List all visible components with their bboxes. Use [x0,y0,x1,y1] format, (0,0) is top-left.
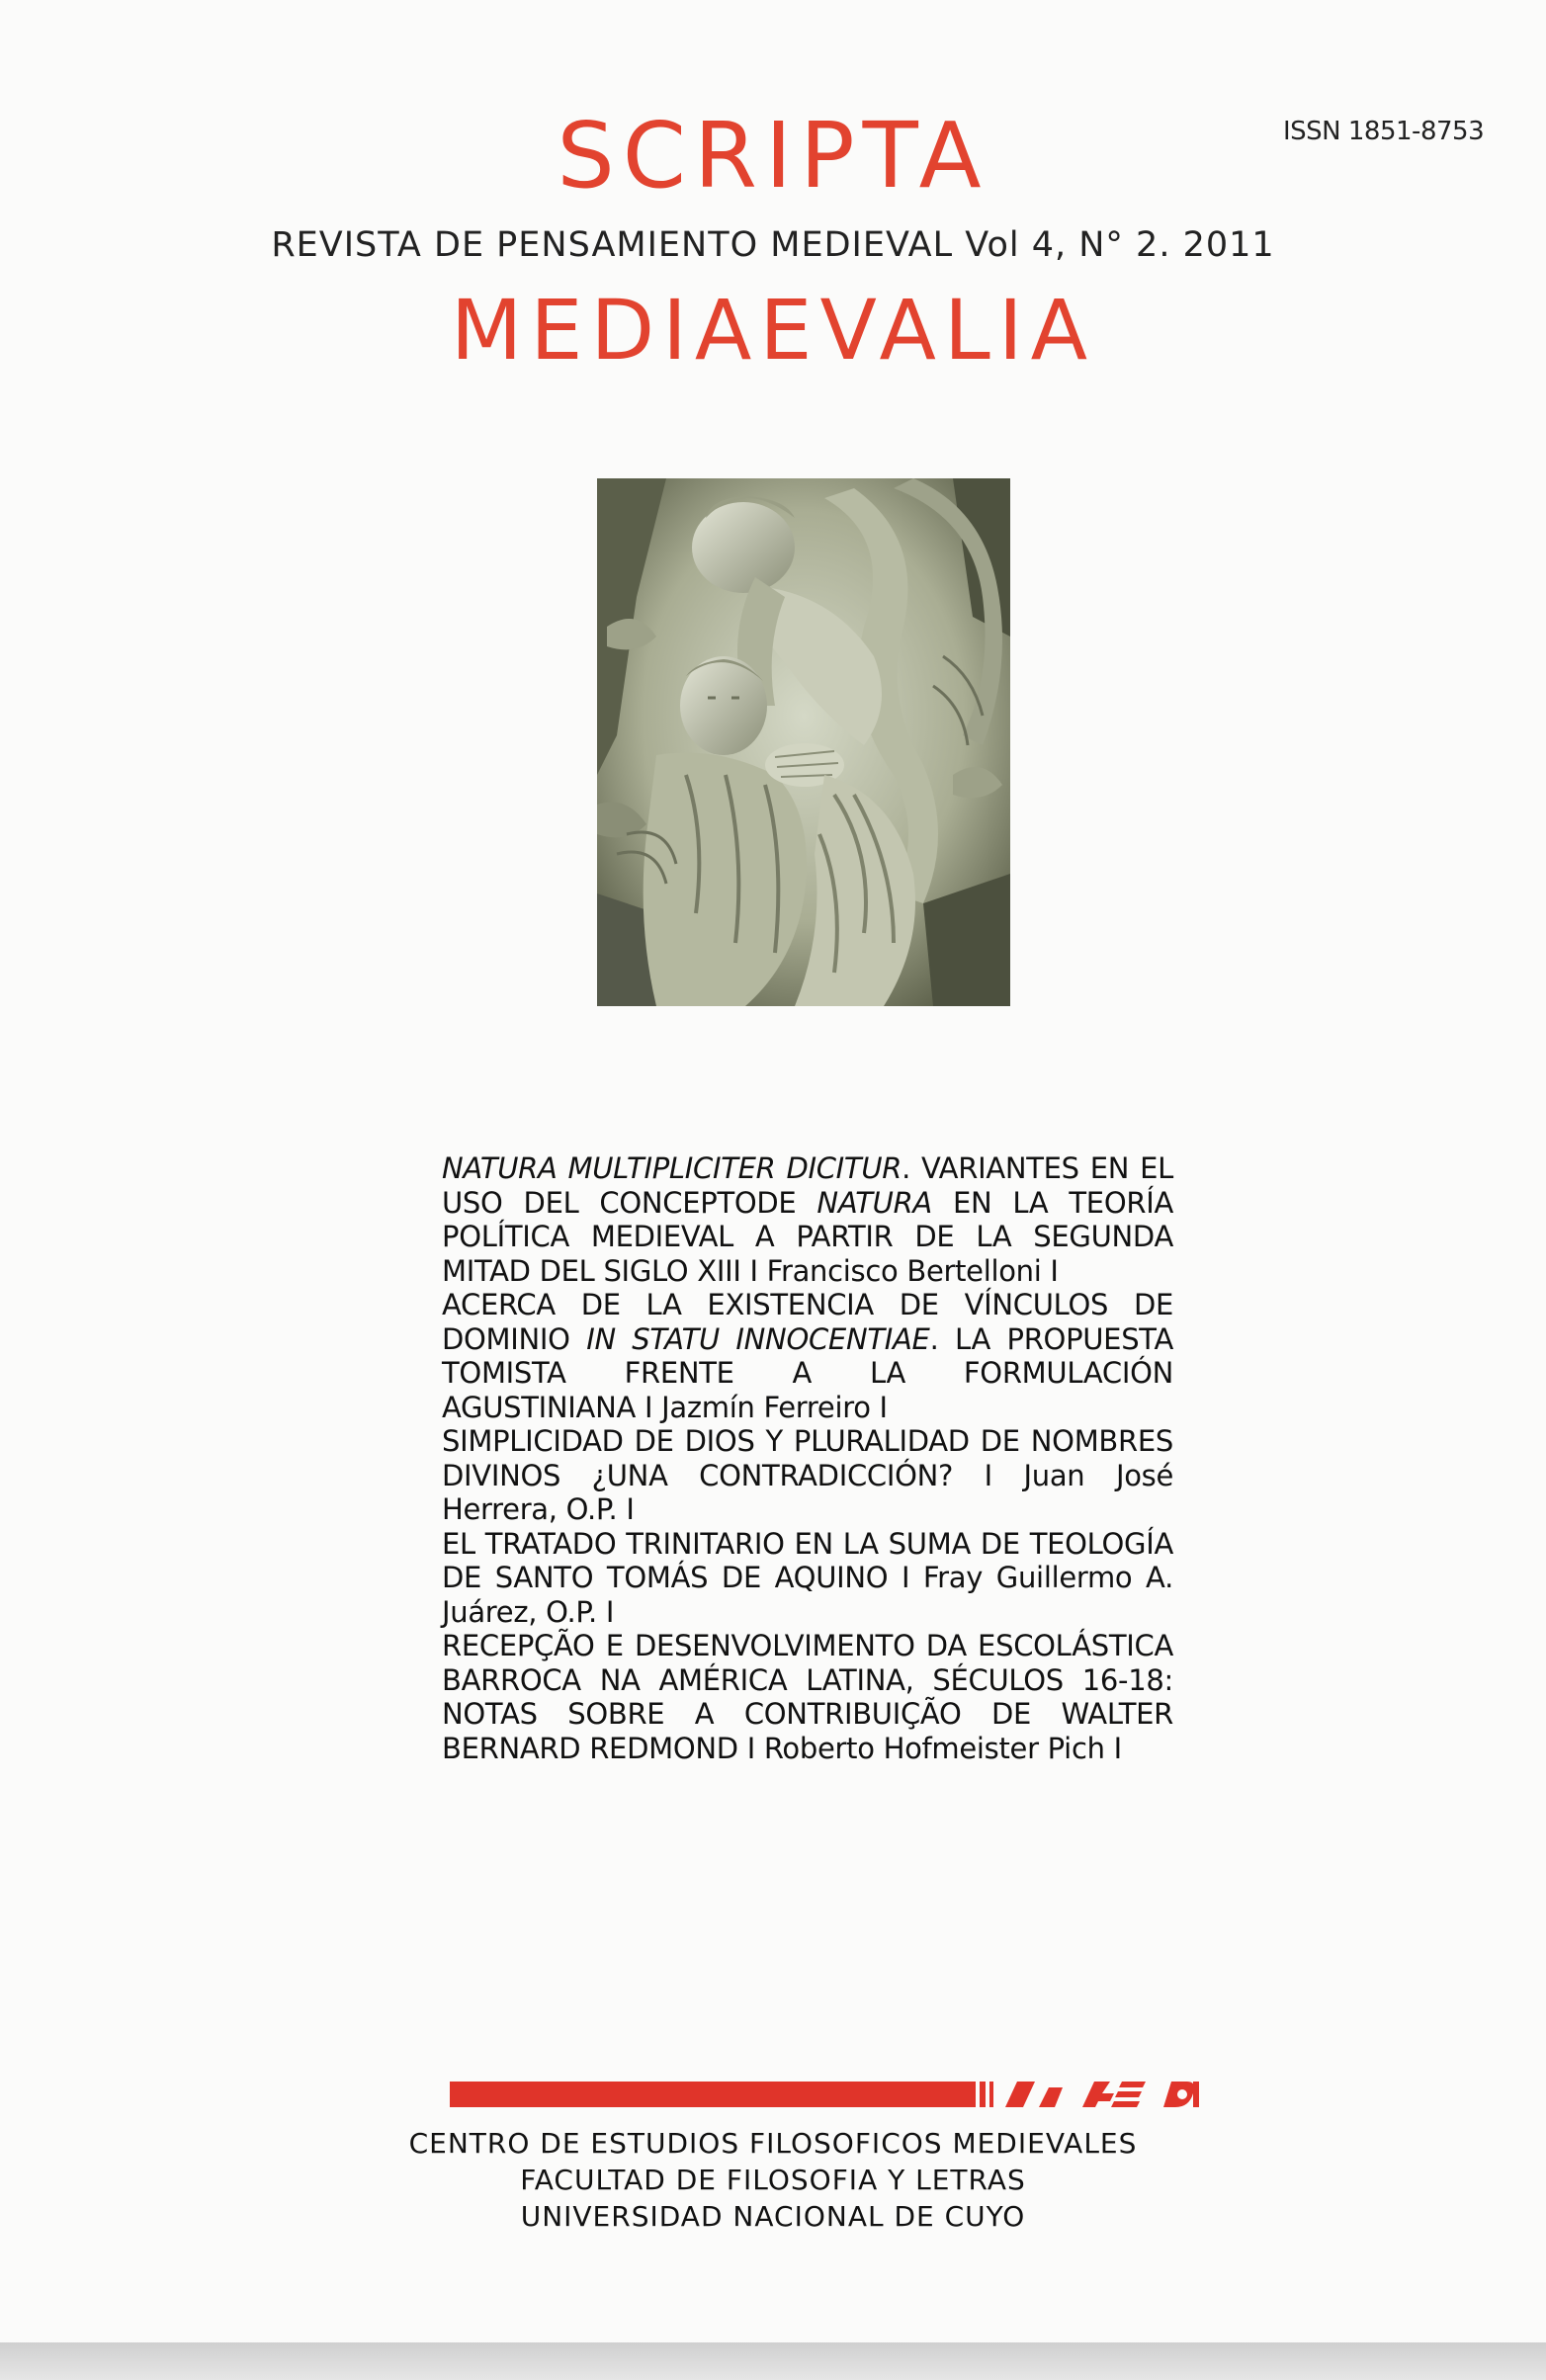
publisher-center: CENTRO DE ESTUDIOS FILOSOFICOS MEDIEVALES [408,2127,1138,2160]
journal-title: MEDIAEVALIA [450,282,1096,379]
article-title: SIMPLICIDAD DE DIOS Y PLURALIDAD DE NOMBRES DIVINOS ¿UNA CONTRADICCIÓN? [442,1424,1173,1492]
page-edge-shadow [0,2342,1546,2380]
article-title-italic: IN STATU INNOCENTIAE [586,1321,930,1356]
article-title-italic: NATURA [816,1185,932,1220]
article-entry-3 [442,1424,1173,1527]
series-title: SCRIPTA [557,103,989,209]
article-author: I Jazmín Ferreiro I [636,1390,888,1424]
article-title: EL TRATADO TRINITARIO EN LA SUMA DE TEOLOGÍA DE SANTO TOMÁS DE AQUINO [442,1526,1173,1594]
article-title: RECEPÇÃO E DESENVOLVIMENTO DA ESCOLÁSTICA BARROCA NA AMÉRICA LATINA, SÉCULOS 16-18: NOTAS SOBRE A CONTRIBUIÇÃO DE WALTER BERNARD REDMOND [442,1629,1173,1765]
article-author: I Fray Guillermo A. Juárez, O.P. I [442,1561,1173,1629]
journal-subtitle: REVISTA DE PENSAMIENTO MEDIEVAL Vol 4, N° 2. 2011 [271,225,1275,265]
article-title: . VARIANTES EN EL USO DEL CONCEPTODE [442,1151,1173,1220]
article-title-italic: NATURA MULTIPLICITER DICITUR [442,1151,902,1185]
table-of-contents [442,1151,1173,1765]
article-entry-1 [442,1151,1173,1288]
publisher-logo-bar [450,2074,1201,2113]
cover-illustration [597,478,1010,1006]
article-entry-2 [442,1288,1173,1424]
publisher-university: UNIVERSIDAD NACIONAL DE CUYO [520,2200,1026,2233]
article-title: . LA PROPUESTA TOMISTA FRENTE A LA FORMULACIÓN AGUSTINIANA [442,1321,1174,1424]
issn-number: ISSN 1851-8753 [1283,117,1485,146]
article-entry-5 [442,1629,1173,1765]
article-author: I Francisco Bertelloni I [740,1253,1059,1288]
article-title: EN LA TEORÍA POLÍTICA MEDIEVAL A PARTIR DE LA SEGUNDA MITAD DEL SIGLO XIII [442,1185,1173,1288]
publisher-faculty: FACULTAD DE FILOSOFIA Y LETRAS [520,2164,1026,2196]
article-title: ACERCA DE LA EXISTENCIA DE VÍNCULOS DE DOMINIO [442,1288,1173,1356]
article-author: I Roberto Hofmeister Pich I [737,1731,1122,1765]
publisher-info [0,2125,1546,2235]
article-entry-4 [442,1527,1173,1630]
article-author: I Juan José Herrera, O.P. I [442,1458,1173,1526]
